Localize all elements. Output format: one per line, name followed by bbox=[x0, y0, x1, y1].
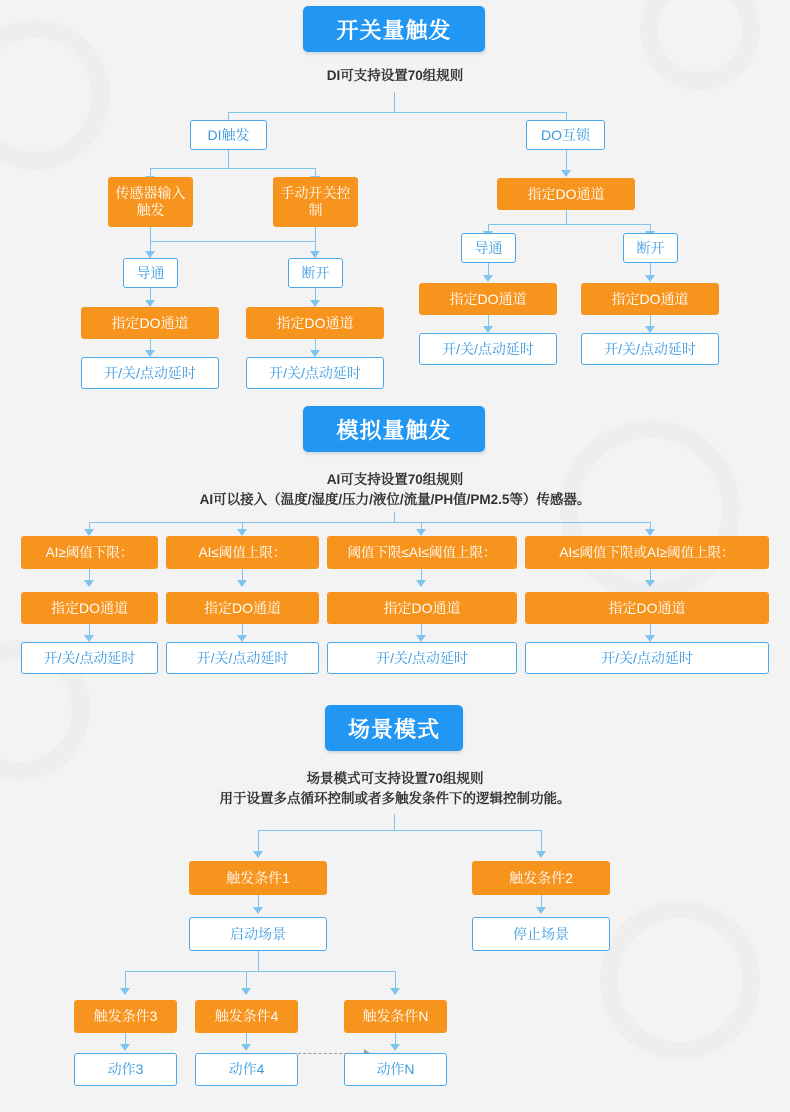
arrow bbox=[536, 907, 546, 914]
node-ai-delay-2[interactable]: 开/关/点动延时 bbox=[166, 642, 319, 674]
node-conduct-2[interactable]: 导通 bbox=[461, 233, 516, 263]
node-ai-delay-4[interactable]: 开/关/点动延时 bbox=[525, 642, 769, 674]
arrow bbox=[645, 275, 655, 282]
section-title-analog: 模拟量触发 bbox=[303, 406, 485, 452]
connector bbox=[228, 150, 229, 168]
node-ai-cond-4[interactable]: AI≤阈值下限或AI≥阈值上限： bbox=[525, 536, 769, 569]
node-ai-cond-2[interactable]: AI≤阈值上限： bbox=[166, 536, 319, 569]
arrow bbox=[390, 1044, 400, 1051]
arrow bbox=[310, 251, 320, 258]
section-title-scene: 场景模式 bbox=[325, 705, 463, 751]
arrow bbox=[145, 300, 155, 307]
arrow bbox=[645, 326, 655, 333]
arrow bbox=[416, 529, 426, 536]
connector bbox=[394, 814, 395, 830]
node-delay-2[interactable]: 开/关/点动延时 bbox=[246, 357, 384, 389]
arrow bbox=[483, 275, 493, 282]
section-note-scene-line1: 场景模式可支持设置70组规则 bbox=[306, 771, 484, 786]
arrow bbox=[645, 529, 655, 536]
node-action-3[interactable]: 动作3 bbox=[74, 1053, 177, 1086]
connector bbox=[315, 227, 316, 241]
arrow bbox=[310, 300, 320, 307]
node-ai-cond-3[interactable]: 阈值下限≤AI≤阈值上限： bbox=[327, 536, 517, 569]
connector bbox=[150, 227, 151, 241]
node-trigger-cond-4[interactable]: 触发条件4 bbox=[195, 1000, 298, 1033]
arrow bbox=[241, 1044, 251, 1051]
section-note-analog-line2: AI可以接入（温度/湿度/压力/液位/流量/PH值/PM2.5等）传感器。 bbox=[199, 492, 591, 507]
arrow bbox=[253, 907, 263, 914]
arrow bbox=[120, 1044, 130, 1051]
arrow bbox=[253, 851, 263, 858]
node-manual-switch-control[interactable]: 手动开关控制 bbox=[273, 177, 358, 227]
arrow bbox=[416, 580, 426, 587]
arrow bbox=[237, 635, 247, 642]
node-disconnect-1[interactable]: 断开 bbox=[288, 258, 343, 288]
connector bbox=[89, 522, 650, 523]
connector bbox=[394, 512, 395, 522]
node-delay-1[interactable]: 开/关/点动延时 bbox=[81, 357, 219, 389]
connector bbox=[125, 971, 395, 972]
connector bbox=[258, 830, 541, 831]
node-delay-3[interactable]: 开/关/点动延时 bbox=[419, 333, 557, 365]
arrow bbox=[84, 529, 94, 536]
connector bbox=[258, 951, 259, 971]
node-disconnect-2[interactable]: 断开 bbox=[623, 233, 678, 263]
node-stop-scene[interactable]: 停止场景 bbox=[472, 917, 610, 951]
node-do-channel-4[interactable]: 指定DO通道 bbox=[419, 283, 557, 315]
node-ai-do-4[interactable]: 指定DO通道 bbox=[525, 592, 769, 624]
arrow bbox=[84, 580, 94, 587]
node-do-interlock[interactable]: DO互锁 bbox=[526, 120, 605, 150]
node-start-scene[interactable]: 启动场景 bbox=[189, 917, 327, 951]
arrow bbox=[645, 580, 655, 587]
connector bbox=[566, 210, 567, 224]
arrow bbox=[310, 350, 320, 357]
node-conduct-1[interactable]: 导通 bbox=[123, 258, 178, 288]
section-note-switch: DI可支持设置70组规则 bbox=[326, 68, 464, 83]
node-delay-4[interactable]: 开/关/点动延时 bbox=[581, 333, 719, 365]
connector bbox=[228, 112, 566, 113]
node-do-channel-2[interactable]: 指定DO通道 bbox=[246, 307, 384, 339]
node-do-channel-5[interactable]: 指定DO通道 bbox=[581, 283, 719, 315]
arrow bbox=[241, 988, 251, 995]
node-trigger-cond-1[interactable]: 触发条件1 bbox=[189, 861, 327, 895]
node-do-channel-3[interactable]: 指定DO通道 bbox=[497, 178, 635, 210]
arrow bbox=[237, 529, 247, 536]
connector bbox=[394, 92, 395, 112]
arrow bbox=[390, 988, 400, 995]
connector bbox=[150, 168, 315, 169]
node-trigger-cond-n[interactable]: 触发条件N bbox=[344, 1000, 447, 1033]
arrow bbox=[84, 635, 94, 642]
node-ai-delay-3[interactable]: 开/关/点动延时 bbox=[327, 642, 517, 674]
arrow bbox=[416, 635, 426, 642]
arrow bbox=[483, 326, 493, 333]
node-ai-delay-1[interactable]: 开/关/点动延时 bbox=[21, 642, 158, 674]
arrow bbox=[145, 251, 155, 258]
connector bbox=[488, 224, 650, 225]
node-trigger-cond-2[interactable]: 触发条件2 bbox=[472, 861, 610, 895]
arrow bbox=[645, 635, 655, 642]
connector bbox=[150, 241, 315, 242]
node-ai-do-3[interactable]: 指定DO通道 bbox=[327, 592, 517, 624]
section-title-switch: 开关量触发 bbox=[303, 6, 485, 52]
arrow bbox=[536, 851, 546, 858]
node-action-n[interactable]: 动作N bbox=[344, 1053, 447, 1086]
node-sensor-input-trigger[interactable]: 传感器输入触发 bbox=[108, 177, 193, 227]
node-di-trigger[interactable]: DI触发 bbox=[190, 120, 267, 150]
node-ai-do-1[interactable]: 指定DO通道 bbox=[21, 592, 158, 624]
node-ai-cond-1[interactable]: AI≥阈值下限： bbox=[21, 536, 158, 569]
arrow bbox=[561, 170, 571, 177]
arrow bbox=[237, 580, 247, 587]
node-do-channel-1[interactable]: 指定DO通道 bbox=[81, 307, 219, 339]
node-action-4[interactable]: 动作4 bbox=[195, 1053, 298, 1086]
arrow bbox=[120, 988, 130, 995]
arrow bbox=[145, 350, 155, 357]
node-ai-do-2[interactable]: 指定DO通道 bbox=[166, 592, 319, 624]
section-note-scene-line2: 用于设置多点循环控制或者多触发条件下的逻辑控制功能。 bbox=[219, 791, 571, 806]
node-trigger-cond-3[interactable]: 触发条件3 bbox=[74, 1000, 177, 1033]
section-note-analog-line1: AI可支持设置70组规则 bbox=[326, 472, 464, 487]
